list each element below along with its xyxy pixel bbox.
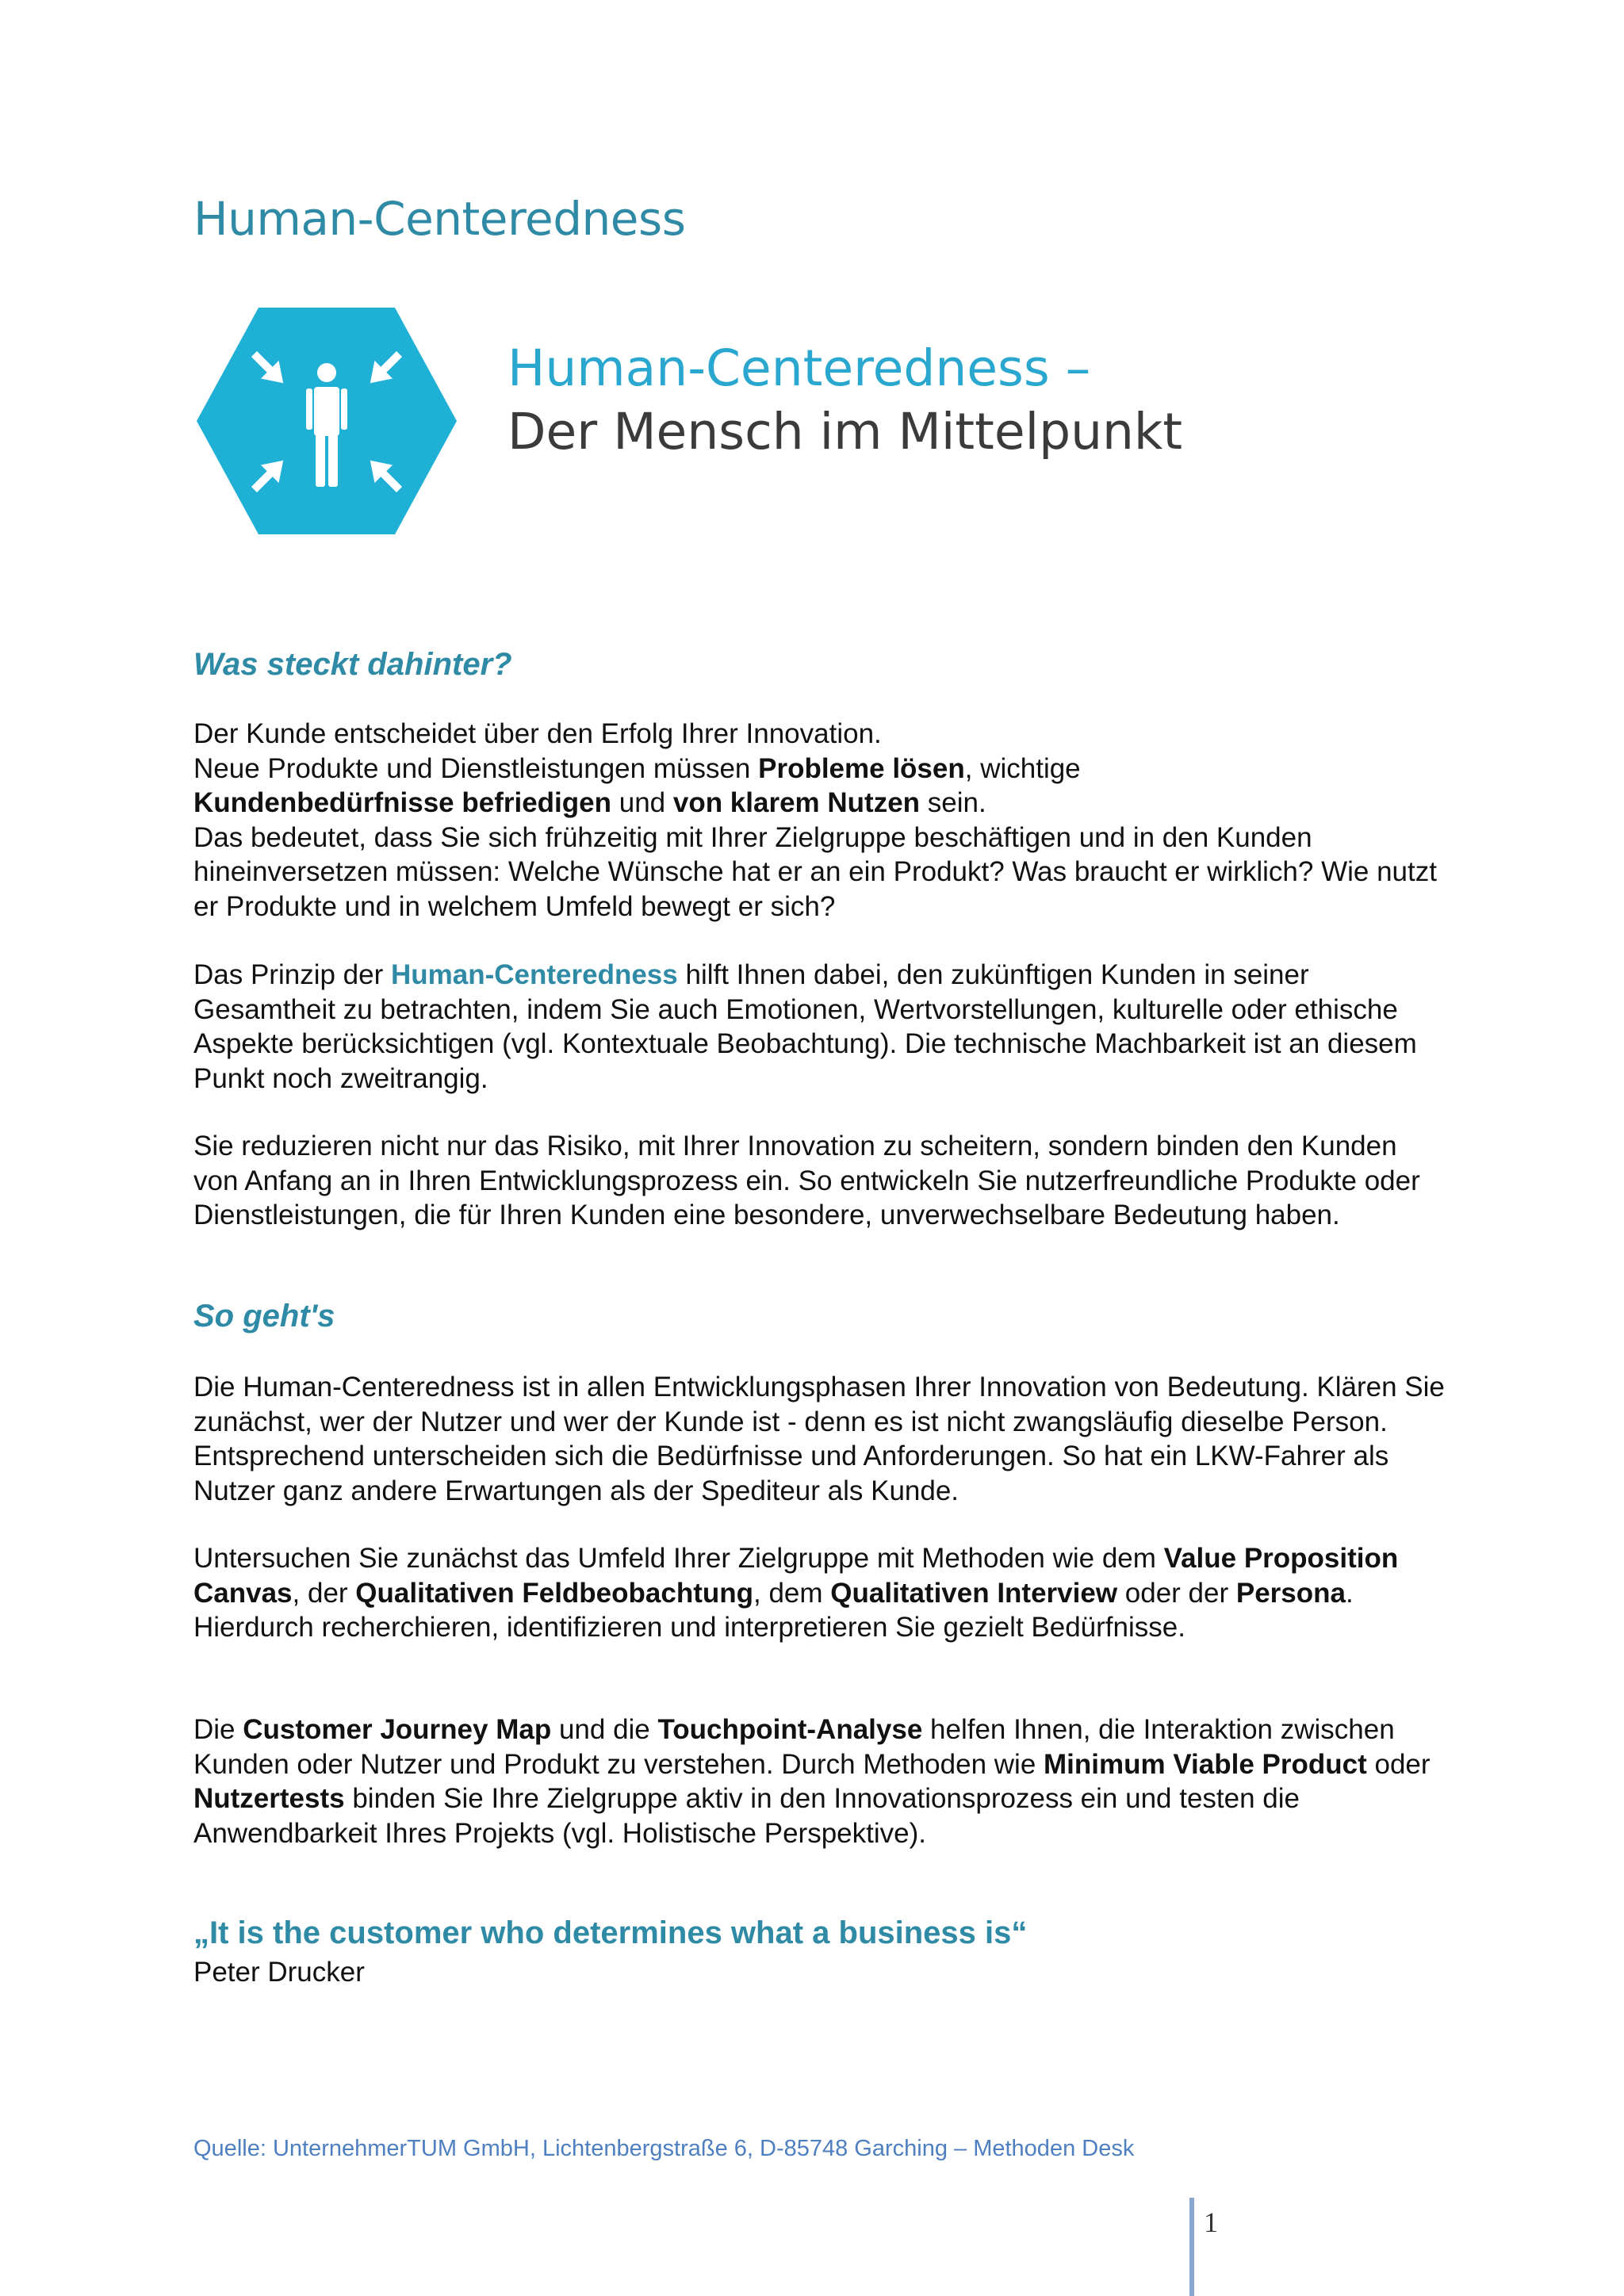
bold-term: von klarem Nutzen [672,787,921,818]
paragraph-phases: Die Human-Centeredness ist in allen Entwicklungsphasen Ihrer Innovation von Bedeutung. Klären Sie zunächst, wer der Nutzer und wer der Kunde ist - denn es ist nicht zwangsläufig dieselbe Person. Entsprechend unterscheiden sich die Bedürfnisse und Anforderungen. So hat ein LKW-Fahrer als Nutzer ganz andere Erwartungen als der Spediteur als Kunde. [193,1372,1445,1506]
paragraph-intro: Der Kunde entscheidet über den Erfolg Ihrer Innovation. Neue Produkte und Dienstleistungen müssen Probleme lösen, wichtige Kundenbedürfnisse befriedigen und von klarem Nutzen sein. Das bedeutet, dass Sie sich frühzeitig mit Ihrer Zielgruppe beschäftigen und in den Kunden hineinversetzen müssen: Welche Wünsche hat er an ein Produkt? Was braucht er wirklich? Wie nutzt er Produkte und in welchem Umfeld bewegt er sich? [193,718,1437,922]
bold-term: Customer Journey Map [243,1714,552,1745]
paragraph-interaction: Die Customer Journey Map und die Touchpoint-Analyse helfen Ihnen, die Interaktion zwischen Kunden oder Nutzer und Produkt zu verstehen. Durch Methoden wie Minimum Viable Product oder Nutzertests binden Sie Ihre Zielgruppe aktiv in den Innovationsprozess ein und testen die Anwendbarkeit Ihres Projekts (vgl. Holistische Perspektive). [193,1714,1431,1849]
source-footer: Quelle: UnternehmerTUM GmbH, Lichtenbergstraße 6, D-85748 Garching – Methoden Desk [193,2136,1135,2161]
section-heading-was-steckt-dahinter: Was steckt dahinter? [193,647,512,682]
bold-term: Kundenbedürfnisse befriedigen [193,787,611,818]
paragraph-principle: Das Prinzip der Human-Centeredness hilft Ihnen dabei, den zukünftigen Kunden in seiner Gesamtheit zu betrachten, indem Sie auch Emotionen, Wertvorstellungen, kulturelle oder ethische Aspekte berücksichtigen (vgl. Kontextuale Beobachtung). Die technische Machbarkeit ist an diesem Punkt noch zweitrangig. [193,959,1417,1094]
page-number-rule [1189,2198,1194,2296]
page-number: 1 [1204,2206,1218,2238]
bold-term: Persona [1235,1577,1346,1609]
page-title: Human-Centeredness [193,192,686,246]
bold-term: Value Proposition Canvas [193,1543,1399,1609]
title-banner [197,308,1220,538]
bold-term: Qualitativen Feldbeobachtung [355,1577,754,1609]
quote-author: Peter Drucker [193,1957,365,1988]
bold-term: Nutzertests [193,1783,345,1814]
highlighted-term: Human-Centeredness [390,959,678,990]
section-heading-so-gehts: So geht's [193,1299,335,1334]
banner-subtitle: Der Mensch im Mittelpunkt [508,403,1183,461]
banner-title: Human-Centeredness – [508,339,1091,397]
bold-term: Qualitativen Interview [830,1577,1118,1609]
paragraph-risk: Sie reduzieren nicht nur das Risiko, mit Ihrer Innovation zu scheitern, sondern binden den Kunden von Anfang an in Ihren Entwicklungsprozess ein. So entwickeln Sie nutzerfreundliche Produkte oder Dienstleistungen, die für Ihren Kunden eine besondere, unverwechselbare Bedeutung haben. [193,1131,1420,1230]
bold-term: Probleme lösen [758,752,965,784]
person-with-inward-arrows-hexagon-icon [197,308,457,534]
bold-term: Minimum Viable Product [1044,1748,1367,1780]
bold-term: Touchpoint-Analyse [657,1714,923,1745]
paragraph-methods: Untersuchen Sie zunächst das Umfeld Ihrer Zielgruppe mit Methoden wie dem Value Proposition Canvas, der Qualitativen Feldbeobachtung, dem Qualitativen Interview oder der Persona. Hierdurch recherchieren, identifizieren und interpretieren Sie gezielt Bedürfnisse. [193,1543,1399,1643]
quote: „It is the customer who determines what a business is“ [193,1915,1028,1950]
